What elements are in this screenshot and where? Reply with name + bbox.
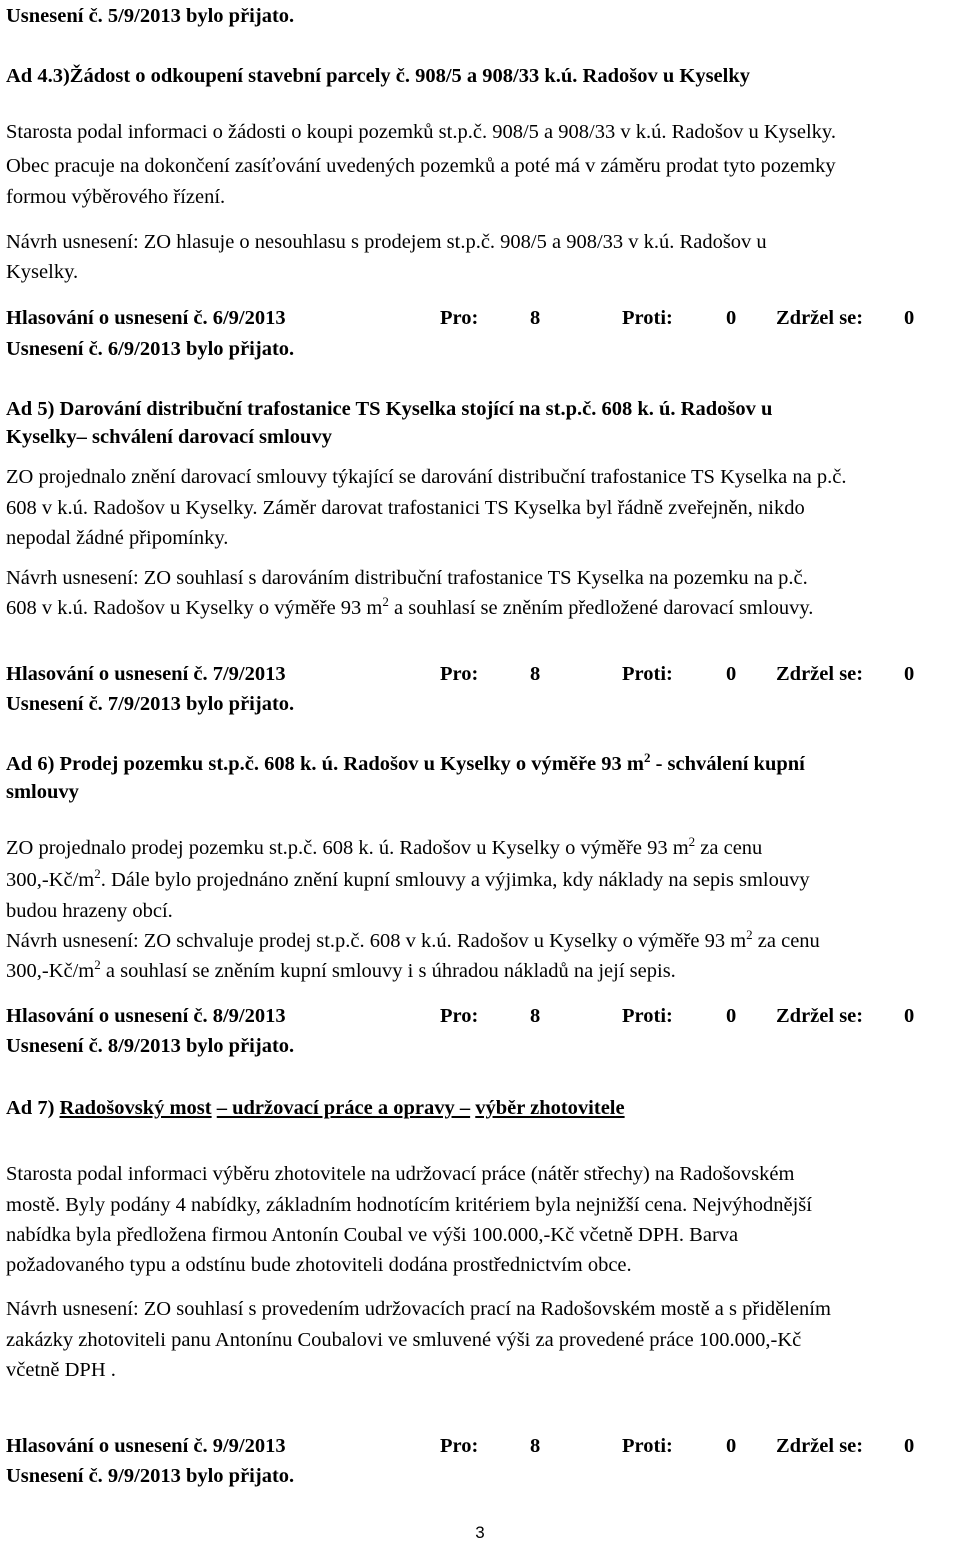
page-number: 3 [475, 1523, 485, 1542]
resolution-result: Usnesení č. 9/9/2013 bylo přijato. [6, 1465, 295, 1487]
proposal-line: zakázky zhotoviteli panu Antonínu Coubalovi ve smluvené výši za provedené práce 100.000,-Kč [6, 1329, 802, 1351]
vote-zdrzel-value: 0 [904, 307, 915, 329]
vote-label: Hlasování o usnesení č. 7/9/2013 [6, 663, 286, 685]
paragraph-line: Starosta podal informaci výběru zhotovitele na udržovací práce (nátěr střechy) na Radošovském [6, 1163, 795, 1185]
proposal-line: včetně DPH . [6, 1359, 116, 1381]
vote-proti-value: 0 [726, 307, 737, 329]
resolution-result: Usnesení č. 5/9/2013 bylo přijato. [6, 5, 295, 27]
vote-zdrzel-value: 0 [904, 1005, 915, 1027]
vote-proti-label: Proti: [622, 1005, 673, 1027]
section-heading: Ad 4.3)Žádost o odkoupení stavební parcely č. 908/5 a 908/33 k.ú. Radošov u Kyselky [6, 65, 751, 87]
paragraph-line: mostě. Byly podány 4 nabídky, základním hodnotícím kritériem byla nejnižší cena. Nejvýhodnější [6, 1194, 812, 1216]
proposal-line: 608 v k.ú. Radošov u Kyselky o výměře 93 $m^2$ a souhlasí se zněním předložené darovací smlouvy. [6, 594, 814, 619]
vote-zdrzel-label: Zdržel se: [776, 663, 864, 685]
vote-label: Hlasování o usnesení č. 6/9/2013 [6, 307, 286, 329]
section-heading: Ad 6) Prodej pozemku st.p.č. 608 k. ú. Radošov u Kyselky o výměře 93 $m^2$ - schválení kupní [6, 750, 805, 775]
paragraph-line: formou výběrového řízení. [6, 186, 226, 208]
vote-pro-label: Pro: [440, 307, 479, 329]
vote-proti-label: Proti: [622, 663, 673, 685]
vote-zdrzel-label: Zdržel se: [776, 1005, 864, 1027]
vote-zdrzel-value: 0 [904, 663, 915, 685]
paragraph-line: Starosta podal informaci o žádosti o koupi pozemků st.p.č. 908/5 a 908/33 v k.ú. Radošov u Kyselky. [6, 121, 836, 143]
vote-row [6, 662, 918, 686]
proposal-line: Návrh usnesení: ZO souhlasí s provedením udržovacích prací na Radošovském mostě a s přidělením [6, 1298, 831, 1320]
vote-pro-label: Pro: [440, 663, 479, 685]
paragraph-line: ZO projednalo prodej pozemku st.p.č. 608 k. ú. Radošov u Kyselky o výměře 93 $m^2$ za cenu [6, 834, 763, 859]
section-heading: Ad 7) Radošovský most – udržovací práce a opravy – výběr zhotovitele [6, 1097, 625, 1119]
vote-proti-value: 0 [726, 663, 737, 685]
proposal-line: Kyselky. [6, 261, 79, 283]
vote-zdrzel-value: 0 [904, 1435, 915, 1457]
vote-pro-label: Pro: [440, 1435, 479, 1457]
vote-pro-value: 8 [530, 1005, 541, 1027]
vote-zdrzel-label: Zdržel se: [776, 307, 864, 329]
vote-proti-value: 0 [726, 1005, 737, 1027]
proposal-line: Návrh usnesení: ZO souhlasí s darováním distribuční trafostanice TS Kyselka na pozemku na p.č. [6, 567, 808, 589]
vote-pro-value: 8 [530, 663, 541, 685]
section-heading: Kyselky– schválení darovací smlouvy [6, 426, 332, 448]
vote-row [6, 1004, 918, 1028]
vote-pro-value: 8 [530, 307, 541, 329]
paragraph-line: $300,-Kč/m^2$. Dále bylo projednáno znění kupní smlouvy a výjimka, kdy náklady na sepis smlouvy [6, 866, 810, 891]
vote-label: Hlasování o usnesení č. 9/9/2013 [6, 1435, 286, 1457]
proposal-line: Návrh usnesení: ZO hlasuje o nesouhlasu s prodejem st.p.č. 908/5 a 908/33 v k.ú. Radošov u [6, 231, 767, 253]
resolution-result: Usnesení č. 8/9/2013 bylo přijato. [6, 1035, 295, 1057]
section-heading: smlouvy [6, 781, 79, 803]
paragraph-line: ZO projednalo znění darovací smlouvy týkající se darování distribuční trafostanice TS Kyselka na p.č. [6, 466, 847, 488]
vote-label: Hlasování o usnesení č. 8/9/2013 [6, 1005, 286, 1027]
vote-proti-value: 0 [726, 1435, 737, 1457]
paragraph-line: nepodal žádné připomínky. [6, 527, 229, 549]
proposal-line: Návrh usnesení: ZO schvaluje prodej st.p.č. 608 v k.ú. Radošov u Kyselky o výměře 93 $m^2$ za cenu [6, 927, 820, 952]
vote-pro-label: Pro: [440, 1005, 479, 1027]
vote-proti-label: Proti: [622, 1435, 673, 1457]
vote-zdrzel-label: Zdržel se: [776, 1435, 864, 1457]
vote-row [6, 306, 918, 330]
paragraph-line: 608 v k.ú. Radošov u Kyselky. Záměr darovat trafostanici TS Kyselka byl řádně zveřejněn, nikdo [6, 497, 805, 519]
paragraph-line: budou hrazeny obcí. [6, 900, 173, 922]
vote-proti-label: Proti: [622, 307, 673, 329]
resolution-result: Usnesení č. 7/9/2013 bylo přijato. [6, 693, 295, 715]
paragraph-line: nabídka byla předložena firmou Antonín Coubal ve výši 100.000,-Kč včetně DPH. Barva [6, 1224, 739, 1246]
proposal-line: $300,-Kč/m^2$ a souhlasí se zněním kupní smlouvy i s úhradou nákladů na její sepis. [6, 957, 676, 982]
section-heading: Ad 5) Darování distribuční trafostanice TS Kyselka stojící na st.p.č. 608 k. ú. Radošov u [6, 398, 773, 420]
paragraph-line: Obec pracuje na dokončení zasíťování uvedených pozemků a poté má v záměru prodat tyto pozemky [6, 155, 836, 177]
paragraph-line: požadovaného typu a odstínu bude zhotoviteli dodána prostřednictvím obce. [6, 1254, 632, 1276]
vote-row [6, 1434, 918, 1458]
vote-pro-value: 8 [530, 1435, 541, 1457]
resolution-result: Usnesení č. 6/9/2013 bylo přijato. [6, 338, 295, 360]
